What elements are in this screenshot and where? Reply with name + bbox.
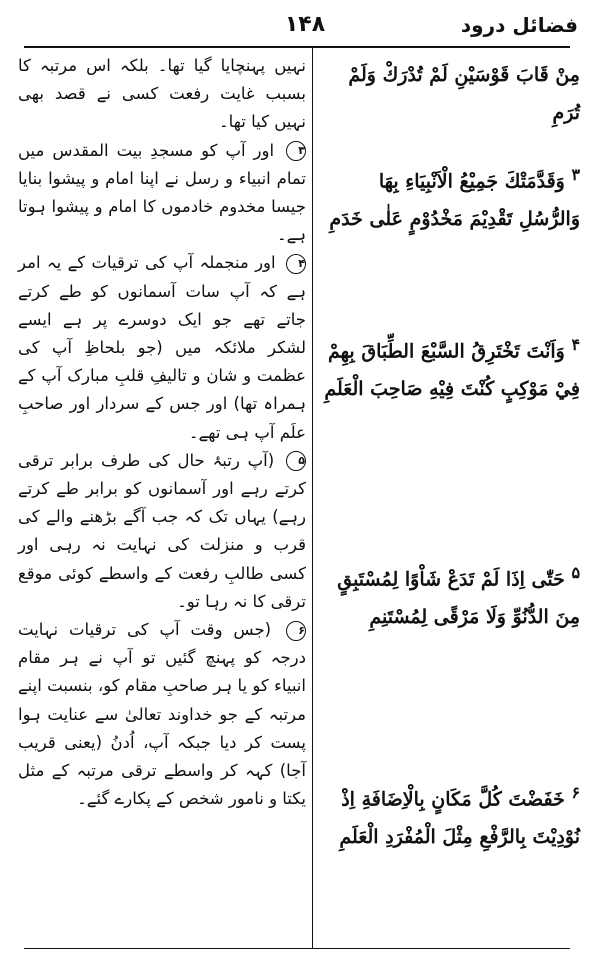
paragraph-text: نہیں پہنچایا گیا تھا۔ بلکہ اس مرتبہ کا بسبب غایت رفعت کسی نے قصد بھی نہیں کیا تھا۔ — [18, 56, 306, 132]
verse-text: مِنْ قَابَ قَوْسَيْنِ لَمْ تُدْرَكْ وَلَمْ تُرَمِ — [348, 64, 580, 124]
verse-block — [318, 156, 580, 238]
column-divider — [312, 46, 313, 948]
translation-paragraph — [18, 52, 306, 137]
paragraph-number-badge: ۴ — [286, 254, 306, 274]
translation-paragraph — [18, 616, 306, 813]
header-rule — [24, 46, 570, 48]
paragraph-text: (آپ رتبۂ حال کی طرف برابر ترقی کرتے رہے اور آسمانوں کو برابر طے کرتے رہے) یہاں تک کہ جب آگے بڑھنے والے کی قرب و منزلت کی نہایت نہ رہی اور کسی طالبِ رفعت کے واسطے کوئی موقع ترقی کا نہ رہا تو۔ — [18, 450, 306, 611]
paragraph-number-badge: ۶ — [286, 621, 306, 641]
footer-rule — [24, 948, 570, 949]
paragraph-number-badge: ۳ — [286, 141, 306, 161]
paragraph-text: اور منجملہ آپ کی ترقیات کے یہ امر ہے کہ آپ سات آسمانوں کو طے کرتے جاتے تھے جو ایک دوسرے پر ہے ایسے لشکر ملائکہ میں (جو بلحاظِ آپ کی عظمت و شان و تالیفِ قلبِ مبارک آپ کے ہمراہ تھا) اور جس کے سردار اور صاحبِ علَم آپ ہی تھے۔ — [18, 253, 306, 442]
verse-number: ۳ — [571, 165, 580, 184]
verse-block — [318, 774, 580, 856]
paragraph-text: (جس وقت آپ کی ترقیات نہایت درجہ کو پہنچ گئیں تو آپ نے ہر مقام انبیاء کو یا ہر صاحبِ مقام کو، بنسبت اپنے مرتبہ کے جو خداوند تعالیٰ سے عنایت ہوا پست کر دیا جبکہ آپ، اُدنُ (یعنی قریب آجا) کہہ کر واسطے ترقی مرتبہ کے مثل یکتا و نامور شخص کے پکارے گئے۔ — [18, 620, 306, 809]
verse-number: ۶ — [571, 783, 580, 802]
running-header-title: فضائل درود — [460, 13, 578, 37]
paragraph-text: اور آپ کو مسجدِ بیت المقدس میں تمام انبیاء و رسل نے اپنا امام و پیشوا بنایا جیسا مخدوم خادموں کا امام و پیشوا ہوتا ہے۔ — [18, 140, 306, 245]
verse-text: حَتّٰى اِذَا لَمْ تَدَعْ شَاْوًا لِمُسْتَبِقٍ مِنَ الدُّنُوِّ وَلَا مَرْقًى لِمُسْتَنِمِ — [337, 568, 580, 629]
verse-number: ۴ — [571, 335, 580, 354]
verse-block — [318, 554, 580, 636]
verse-text: خَفَضْتَ كُلَّ مَكَانٍ بِالْاِضَافَةِ اِذْ نُوْدِيْتَ بِالرَّفْعِ مِثْلَ الْمُفْرَدِ الْعَلَمِ — [339, 788, 580, 849]
translation-paragraph — [18, 137, 306, 250]
verse-block — [318, 326, 580, 408]
arabic-verse-column — [318, 52, 580, 942]
verse-number: ۵ — [571, 563, 580, 582]
page-number: ۱۴۸ — [284, 12, 326, 37]
verse-text: وَقَدَّمَتْكَ جَمِيْعُ الْاَنْبِيَاءِ بِهَا وَالرُّسُلِ تَقْدِيْمَ مَخْدُوْمٍ عَلٰى خَدَمِ — [329, 170, 580, 231]
translation-paragraph — [18, 447, 306, 616]
verse-block — [318, 56, 580, 132]
translation-paragraph — [18, 249, 306, 446]
verse-text: وَاَنْتَ تَخْتَرِقُ السَّبْعَ الطِّبَاقَ بِهِمْ فِيْ مَوْكِبٍ كُنْتَ فِيْهِ صَاحِبَ الْعَلَمِ — [324, 340, 580, 401]
paragraph-number-badge: ۵ — [286, 451, 306, 471]
urdu-translation-column — [18, 52, 306, 942]
